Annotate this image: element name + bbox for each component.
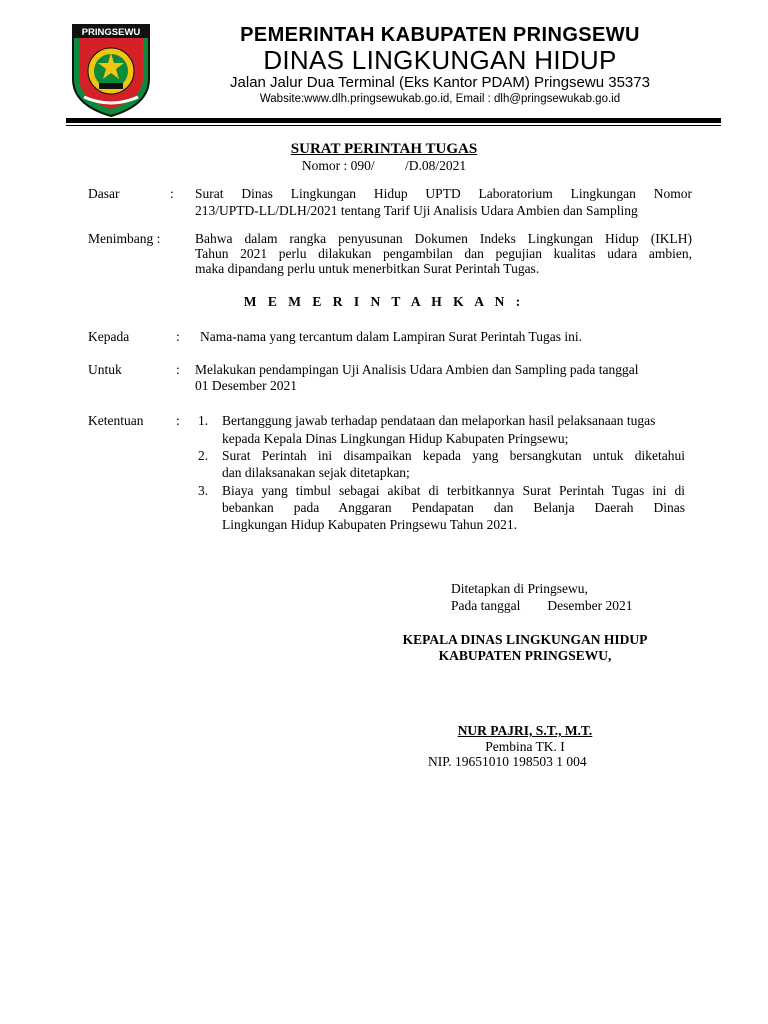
header-government-name: PEMERINTAH KABUPATEN PRINGSEWU — [240, 24, 640, 46]
dasar-label: Dasar — [88, 186, 120, 201]
untuk-text-line: 01 Desember 2021 — [195, 378, 297, 393]
ketentuan-item-line: Bertanggung jawab terhadap pendataan dan melaporkan hasil pelaksanaan tugas — [222, 413, 656, 428]
ketentuan-label: Ketentuan — [88, 413, 144, 428]
untuk-colon: : — [176, 362, 180, 377]
memerintahkan-heading: M E M E R I N T A H K A N : — [243, 294, 525, 309]
ketentuan-item-number: 2. — [198, 448, 209, 463]
ketentuan-item-number: 1. — [198, 413, 209, 428]
menimbang-label: Menimbang : — [88, 231, 161, 246]
signatory-position-line: KEPALA DINAS LINGKUNGAN HIDUP — [402, 632, 648, 647]
kepada-colon: : — [176, 329, 180, 344]
ketentuan-item-line: Biaya yang timbul sebagai akibat di terbitkannya Surat Perintah Tugas ini di — [222, 483, 685, 498]
ketentuan-item-line: Lingkungan Hidup Kabupaten Pringsewu Tahun 2021. — [222, 517, 518, 532]
pada-tanggal-text: Pada tanggal Desember 2021 — [451, 598, 633, 613]
ketentuan-colon: : — [176, 413, 180, 428]
header-agency-name: DINAS LINGKUNGAN HIDUP — [263, 45, 617, 75]
ketentuan-item-number: 3. — [198, 483, 209, 498]
ketentuan-item-line: Surat Perintah ini disampaikan kepada yang bersangkutan untuk diketahui — [222, 448, 685, 463]
header-address: Jalan Jalur Dua Terminal (Eks Kantor PDAM) Pringsewu 35373 — [230, 74, 650, 91]
ditetapkan-text: Ditetapkan di Pringsewu, — [451, 581, 588, 596]
untuk-label: Untuk — [88, 362, 122, 377]
menimbang-text-line: Bahwa dalam rangka penyusunan Dokumen Indeks Lingkungan Hidup (IKLH) — [195, 231, 692, 246]
document-title: SURAT PERINTAH TUGAS — [290, 141, 478, 157]
kepada-label: Kepada — [88, 329, 130, 344]
kepada-text: Nama-nama yang tercantum dalam Lampiran Surat Perintah Tugas ini. — [200, 329, 583, 344]
pringsewu-logo — [70, 23, 152, 118]
dasar-text-line: Surat Dinas Lingkungan Hidup UPTD Laboratorium Lingkungan Nomor — [195, 186, 692, 201]
signatory-nip: NIP. 19651010 198503 1 004 — [428, 754, 587, 769]
dasar-colon: : — [170, 186, 174, 201]
ketentuan-item-line: bebankan pada Anggaran Pendapatan dan Belanja Daerah Dinas — [222, 500, 685, 515]
untuk-text-line: Melakukan pendampingan Uji Analisis Udara Ambien dan Sampling pada tanggal — [195, 362, 639, 377]
signatory-position-line: KABUPATEN PRINGSEWU, — [438, 648, 612, 663]
header-contact: Wabsite:www.dlh.pringsewukab.go.id, Email : dlh@pringsewukab.go.id — [259, 93, 621, 105]
ketentuan-item-line: dan dilaksanakan sejak ditetapkan; — [222, 465, 410, 480]
menimbang-text-line: Tahun 2021 perlu dilakukan pengambilan dan pegujian kualitas udara ambien, — [195, 246, 692, 261]
dasar-text-line: 213/UPTD-LL/DLH/2021 tentang Tarif Uji Analisis Udara Ambien dan Sampling — [195, 203, 638, 218]
ketentuan-item-line: kepada Kepala Dinas Lingkungan Hidup Kabupaten Pringsewu; — [222, 431, 569, 446]
document-number: Nomor : 090/ /D.08/2021 — [301, 158, 467, 173]
menimbang-text-line: maka dipandang perlu untuk menerbitkan Surat Perintah Tugas. — [195, 261, 540, 276]
letterhead-rule-thin — [66, 125, 721, 126]
letterhead-rule-thick — [66, 118, 721, 123]
logo-label: PRINGSEWU — [81, 27, 141, 38]
signatory-name: NUR PAJRI, S.T., M.T. — [457, 723, 593, 738]
signatory-rank: Pembina TK. I — [485, 739, 565, 754]
